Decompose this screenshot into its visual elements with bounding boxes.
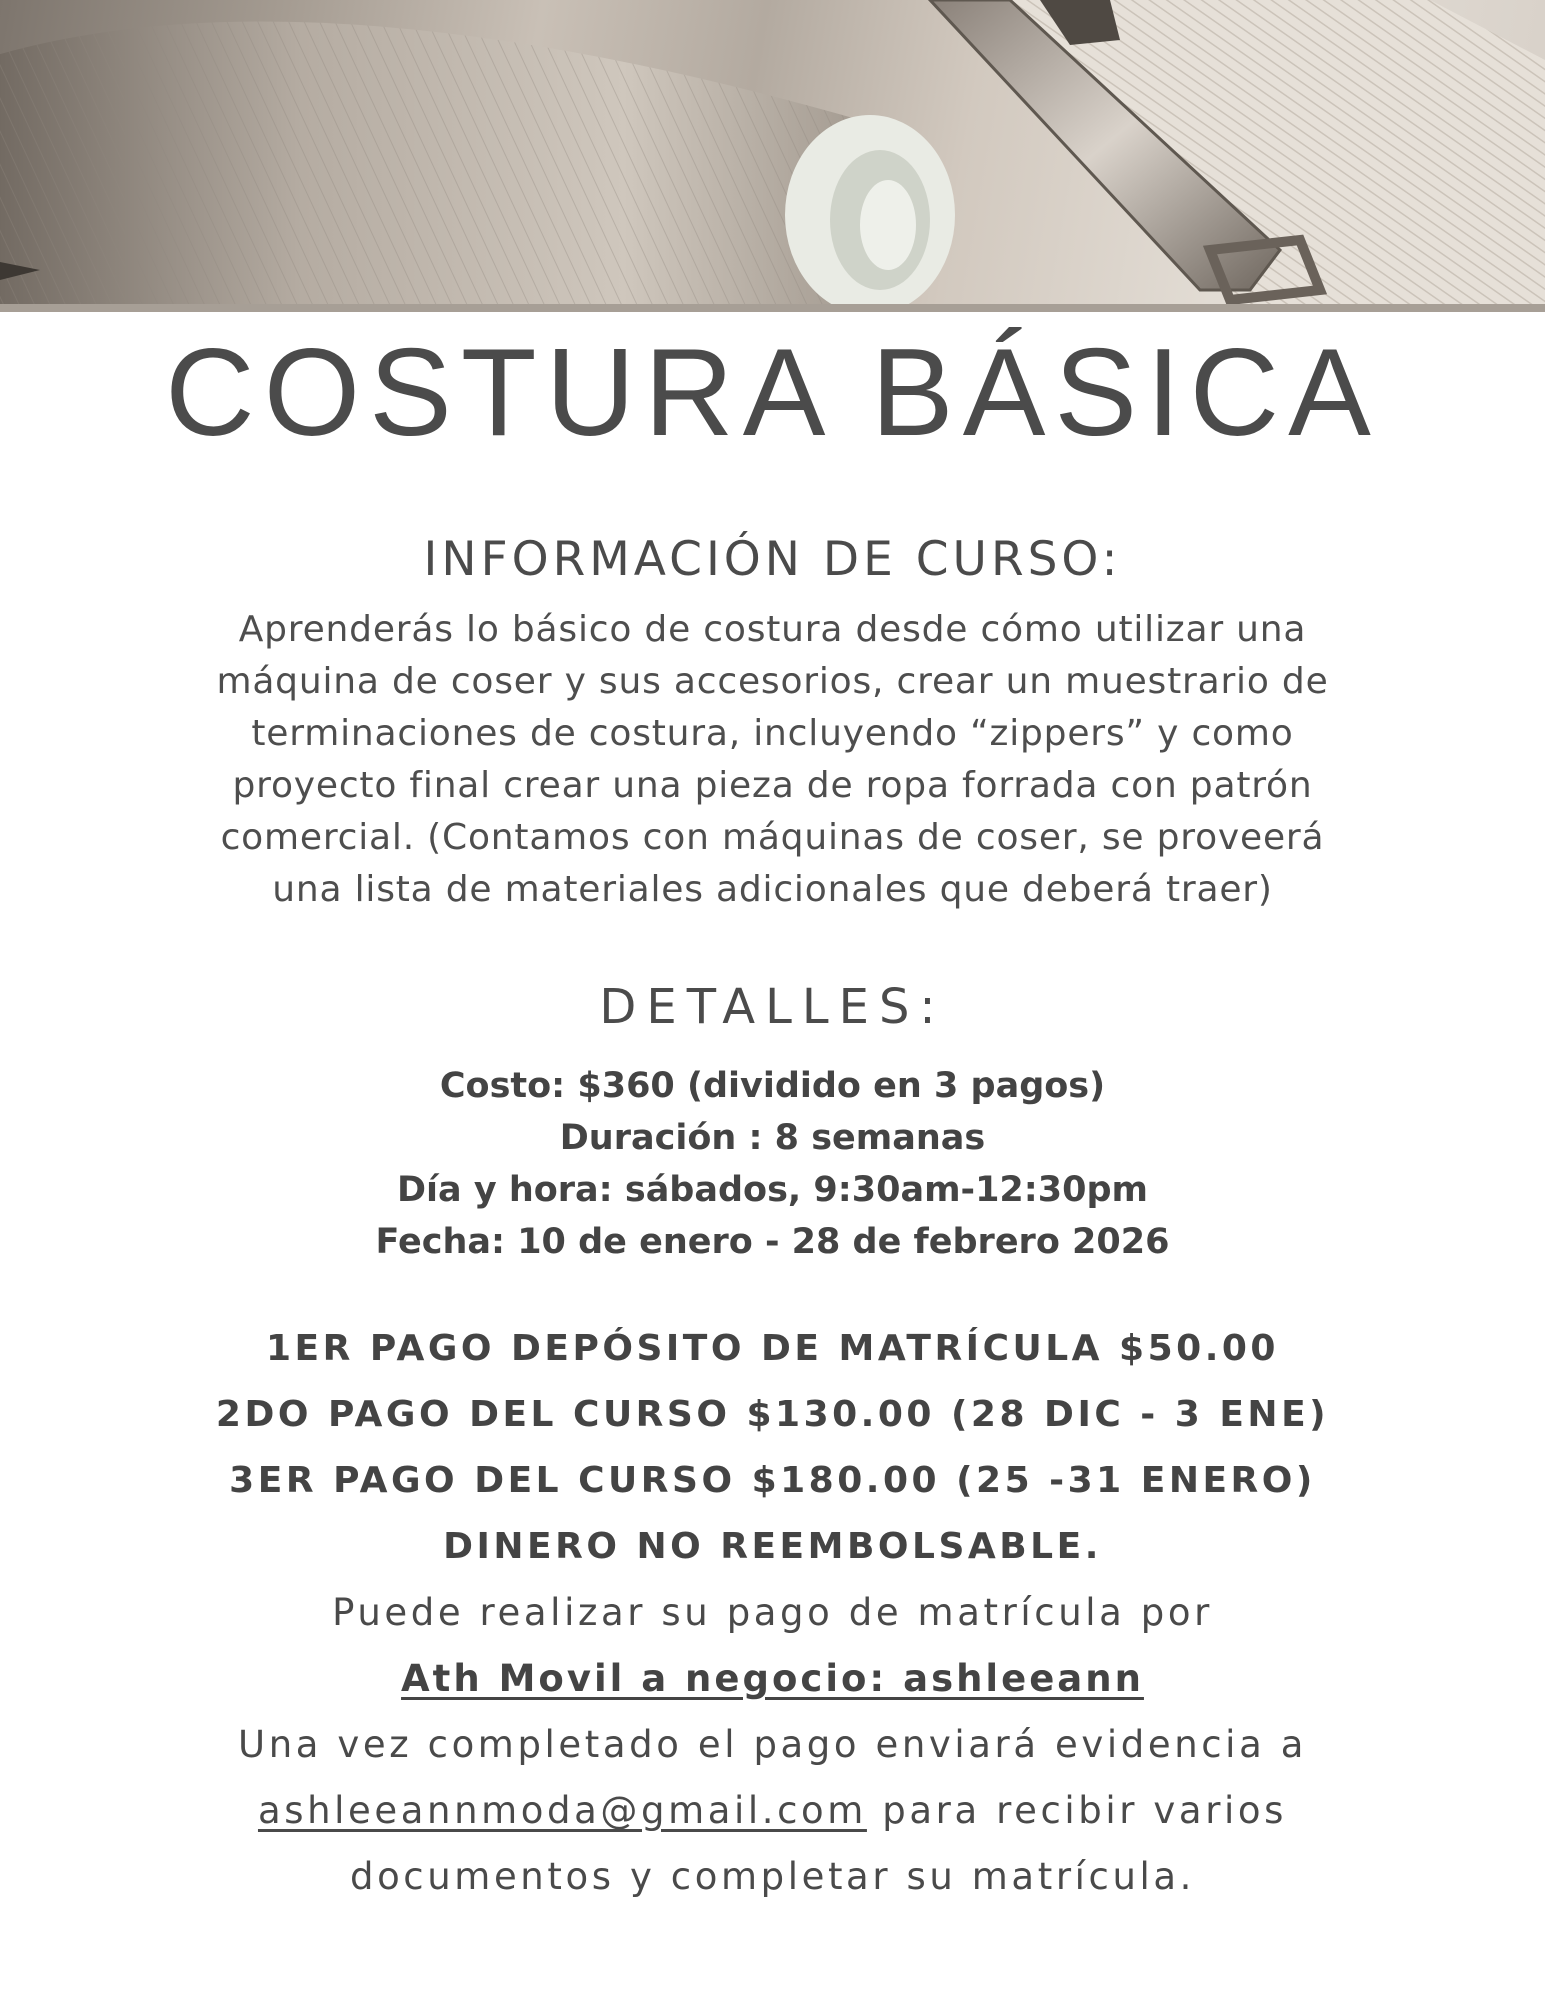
email-line-rest: para recibir varios [866,1789,1288,1832]
course-description [150,604,1395,916]
non-refundable-notice: DINERO NO REEMBOLSABLE. [443,1526,1102,1567]
completion-instruction: documentos y completar su matrícula. [349,1855,1196,1898]
details-heading: DETALLES: [599,979,946,1035]
description-line: una lista de materiales adicionales que deberá traer) [272,869,1273,910]
email-line [0,1778,1545,1844]
detail-dates: Fecha: 10 de enero - 28 de febrero 2026 [375,1222,1170,1262]
description-line: proyecto final crear una pieza de ropa forrada con patrón [232,765,1313,806]
detail-schedule: Día y hora: sábados, 9:30am-12:30pm [396,1170,1148,1210]
payment-item-3: 3ER PAGO DEL CURSO $180.00 (25 -31 ENERO) [229,1460,1316,1501]
payment-method-intro: Puede realizar su pago de matrícula por [332,1591,1213,1634]
payment-item-2: 2DO PAGO DEL CURSO $130.00 (28 DIC - 3 ENE) [215,1394,1330,1435]
thread-spool-and-zipper-photo-icon [0,0,1545,310]
payments-list [0,1316,1545,1580]
header-photo [0,0,1545,310]
description-line: terminaciones de costura, incluyendo “zippers” y como [251,713,1294,754]
description-line: comercial. (Contamos con máquinas de coser, se proveerá [220,817,1325,858]
ath-movil-business: Ath Movil a negocio: ashleeann [401,1657,1144,1700]
payment-item-1: 1ER PAGO DEPÓSITO DE MATRÍCULA $50.00 [266,1328,1279,1369]
page-title: COSTURA BÁSICA [165,324,1380,462]
description-line: máquina de coser y sus accesorios, crear un muestrario de [216,661,1329,702]
evidence-instruction: Una vez completado el pago enviará evidencia a [238,1723,1307,1766]
course-info-heading: INFORMACIÓN DE CURSO: [423,532,1122,587]
header-divider [0,304,1545,312]
details-list [0,1060,1545,1268]
description-line: Aprenderás lo básico de costura desde cómo utilizar una [238,609,1307,650]
email-link[interactable]: ashleeannmoda@gmail.com [257,1789,867,1832]
payment-instructions [0,1580,1545,1910]
detail-duration: Duración : 8 semanas [559,1118,986,1158]
detail-cost: Costo: $360 (dividido en 3 pagos) [439,1066,1106,1106]
